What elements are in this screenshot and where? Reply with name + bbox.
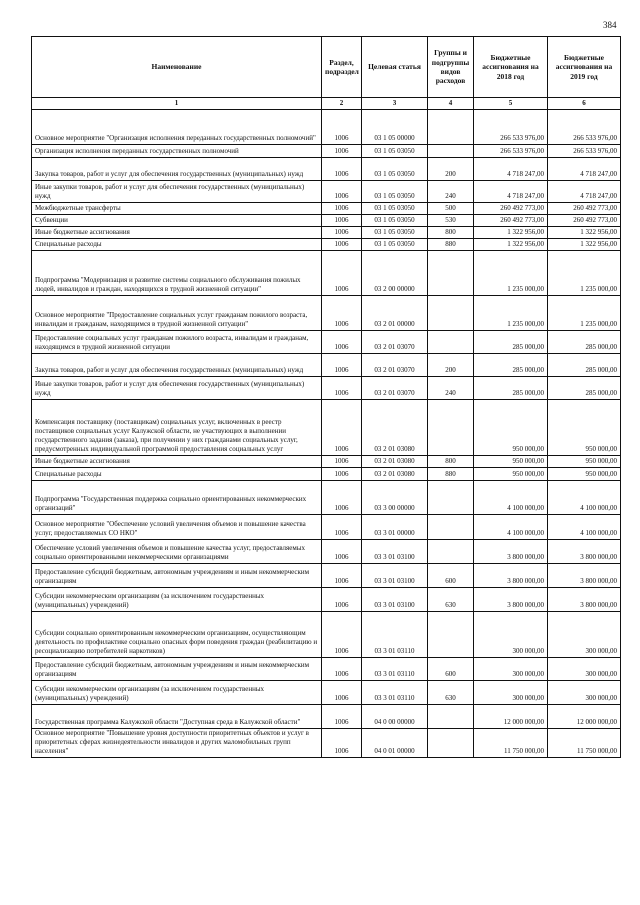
row-name: Основное мероприятие "Повышение уровня доступности приоритетных объектов и услуг в приоритетных сферах жизнедеятельности инвалидов и других маломобильных групп населения" [32, 729, 322, 758]
row-name: Специальные расходы [32, 239, 322, 251]
row-name: Иные закупки товаров, работ и услуг для обеспечения государственных (муниципальных) нужд [32, 377, 322, 400]
header-section: Раздел, подраздел [322, 37, 362, 98]
row-amount-2019: 1 322 956,00 [548, 227, 621, 239]
table-row [32, 251, 621, 296]
header-2018: Бюджетные ассигнования на 2018 год [474, 37, 548, 98]
row-amount-2019: 260 492 773,00 [548, 215, 621, 227]
row-section: 1006 [322, 158, 362, 181]
header-2019: Бюджетные ассигнования на 2019 год [548, 37, 621, 98]
row-amount-2019: 266 533 976,00 [548, 110, 621, 145]
row-amount-2019: 1 235 000,00 [548, 296, 621, 331]
row-group [428, 145, 474, 158]
row-target: 03 3 01 03100 [362, 564, 428, 588]
table-row [32, 468, 621, 481]
row-target: 03 1 05 03050 [362, 239, 428, 251]
row-name: Основное мероприятие "Организация исполнения переданных государственных полномочий" [32, 110, 322, 145]
row-name: Компенсация поставщику (поставщикам) социальных услуг, включенных в реестр поставщиков социальных услуг Калужской области, не участвующих в выполнении государственного задания (заказа), при получении у них гражданами социальных услуг, предусмотренных индивидуальной программой предоставления социальных услуг [32, 400, 322, 456]
column-number: 4 [428, 98, 474, 110]
row-name: Субсидии социально ориентированным некоммерческим организациям, осуществляющим деятельность по профилактике социально опасных форм поведения граждан (реабилитацию и ресоциализацию потребителей наркотиков) [32, 612, 322, 658]
row-target: 03 2 01 03080 [362, 456, 428, 468]
row-amount-2018: 3 800 000,00 [474, 540, 548, 564]
row-name: Основное мероприятие "Обеспечение условий увеличения объемов и повышение качества услуг, предоставляемых СО НКО" [32, 515, 322, 540]
row-target: 03 3 01 03100 [362, 540, 428, 564]
row-section: 1006 [322, 110, 362, 145]
row-group: 240 [428, 181, 474, 203]
table-row [32, 612, 621, 658]
row-amount-2018: 4 100 000,00 [474, 481, 548, 515]
row-amount-2018: 3 800 000,00 [474, 564, 548, 588]
row-target: 03 1 05 03050 [362, 181, 428, 203]
table-row [32, 296, 621, 331]
row-amount-2019: 260 492 773,00 [548, 203, 621, 215]
row-section: 1006 [322, 564, 362, 588]
table-row [32, 203, 621, 215]
row-name: Государственная программа Калужской области "Доступная среда в Калужской области" [32, 705, 322, 729]
row-amount-2018: 1 235 000,00 [474, 251, 548, 296]
column-number: 6 [548, 98, 621, 110]
row-name: Закупка товаров, работ и услуг для обеспечения государственных (муниципальных) нужд [32, 158, 322, 181]
row-target: 03 1 05 03050 [362, 145, 428, 158]
table-row [32, 729, 621, 758]
row-group: 200 [428, 354, 474, 377]
table-row [32, 564, 621, 588]
row-section: 1006 [322, 400, 362, 456]
row-target: 03 2 01 00000 [362, 296, 428, 331]
row-amount-2018: 950 000,00 [474, 456, 548, 468]
row-amount-2018: 4 718 247,00 [474, 181, 548, 203]
column-number: 2 [322, 98, 362, 110]
header-group: Группы и подгруппы видов расходов [428, 37, 474, 98]
row-target: 03 2 01 03070 [362, 377, 428, 400]
row-group [428, 331, 474, 354]
table-row [32, 239, 621, 251]
row-group: 500 [428, 203, 474, 215]
budget-table [31, 36, 621, 758]
row-group [428, 515, 474, 540]
row-group [428, 296, 474, 331]
row-group: 530 [428, 215, 474, 227]
row-section: 1006 [322, 354, 362, 377]
column-number: 3 [362, 98, 428, 110]
row-amount-2019: 4 100 000,00 [548, 515, 621, 540]
row-group [428, 400, 474, 456]
row-amount-2019: 266 533 976,00 [548, 145, 621, 158]
row-section: 1006 [322, 203, 362, 215]
row-section: 1006 [322, 251, 362, 296]
row-group [428, 612, 474, 658]
header-name: Наименование [32, 37, 322, 98]
row-section: 1006 [322, 705, 362, 729]
row-name: Организация исполнения переданных государственных полномочий [32, 145, 322, 158]
row-amount-2019: 285 000,00 [548, 331, 621, 354]
row-target: 03 3 01 00000 [362, 515, 428, 540]
row-name: Предоставление субсидий бюджетным, автономным учреждениям и иным некоммерческим организациям [32, 564, 322, 588]
row-group: 800 [428, 227, 474, 239]
row-amount-2019: 3 800 000,00 [548, 588, 621, 612]
row-amount-2018: 950 000,00 [474, 400, 548, 456]
row-target: 03 2 01 03070 [362, 331, 428, 354]
row-name: Иные бюджетные ассигнования [32, 456, 322, 468]
row-target: 03 2 01 03070 [362, 354, 428, 377]
row-amount-2018: 300 000,00 [474, 681, 548, 705]
row-amount-2018: 11 750 000,00 [474, 729, 548, 758]
row-target: 03 3 00 00000 [362, 481, 428, 515]
row-target: 03 2 00 00000 [362, 251, 428, 296]
row-group: 630 [428, 588, 474, 612]
row-amount-2018: 260 492 773,00 [474, 203, 548, 215]
row-name: Иные закупки товаров, работ и услуг для обеспечения государственных (муниципальных) нужд [32, 181, 322, 203]
row-name: Предоставление субсидий бюджетным, автономным учреждениям и иным некоммерческим организациям [32, 658, 322, 681]
row-amount-2018: 12 000 000,00 [474, 705, 548, 729]
table-row [32, 331, 621, 354]
row-amount-2019: 950 000,00 [548, 400, 621, 456]
row-section: 1006 [322, 540, 362, 564]
row-amount-2019: 285 000,00 [548, 354, 621, 377]
table-row [32, 658, 621, 681]
table-row [32, 705, 621, 729]
row-name: Специальные расходы [32, 468, 322, 481]
row-group [428, 481, 474, 515]
row-amount-2019: 11 750 000,00 [548, 729, 621, 758]
table-row [32, 400, 621, 456]
row-group [428, 540, 474, 564]
row-amount-2019: 300 000,00 [548, 658, 621, 681]
header-row [32, 37, 621, 98]
row-group [428, 705, 474, 729]
row-target: 03 2 01 03080 [362, 400, 428, 456]
table-row [32, 515, 621, 540]
row-name: Предоставление социальных услуг гражданам пожилого возраста, инвалидам и гражданам, находящимся в трудной жизненной ситуации [32, 331, 322, 354]
row-amount-2018: 300 000,00 [474, 658, 548, 681]
row-name: Субсидии некоммерческим организациям (за исключением государственных (муниципальных) учреждений) [32, 681, 322, 705]
row-section: 1006 [322, 296, 362, 331]
row-section: 1006 [322, 681, 362, 705]
row-section: 1006 [322, 331, 362, 354]
table-row [32, 481, 621, 515]
row-target: 03 3 01 03100 [362, 588, 428, 612]
row-amount-2018: 1 235 000,00 [474, 296, 548, 331]
row-amount-2019: 4 100 000,00 [548, 481, 621, 515]
header-target: Целевая статья [362, 37, 428, 98]
row-amount-2018: 285 000,00 [474, 354, 548, 377]
row-amount-2018: 1 322 956,00 [474, 227, 548, 239]
column-number-row [32, 98, 621, 110]
row-group: 200 [428, 158, 474, 181]
row-name: Закупка товаров, работ и услуг для обеспечения государственных (муниципальных) нужд [32, 354, 322, 377]
row-amount-2019: 1 322 956,00 [548, 239, 621, 251]
row-section: 1006 [322, 515, 362, 540]
table-row [32, 588, 621, 612]
row-section: 1006 [322, 468, 362, 481]
row-amount-2018: 300 000,00 [474, 612, 548, 658]
row-group: 600 [428, 564, 474, 588]
row-target: 04 0 01 00000 [362, 729, 428, 758]
table-row [32, 145, 621, 158]
row-target: 03 2 01 03080 [362, 468, 428, 481]
row-group: 880 [428, 468, 474, 481]
row-amount-2019: 1 235 000,00 [548, 251, 621, 296]
row-target: 03 1 05 03050 [362, 203, 428, 215]
table-row [32, 215, 621, 227]
row-name: Основное мероприятие "Предоставление социальных услуг гражданам пожилого возраста, инвалидам и гражданам, находящимся в трудной жизненной ситуации" [32, 296, 322, 331]
row-name: Иные бюджетные ассигнования [32, 227, 322, 239]
row-section: 1006 [322, 181, 362, 203]
row-target: 03 1 05 03050 [362, 215, 428, 227]
table-row [32, 681, 621, 705]
table-row [32, 377, 621, 400]
row-group: 880 [428, 239, 474, 251]
row-amount-2019: 950 000,00 [548, 468, 621, 481]
row-group: 800 [428, 456, 474, 468]
row-section: 1006 [322, 145, 362, 158]
table-row [32, 540, 621, 564]
row-amount-2019: 950 000,00 [548, 456, 621, 468]
row-amount-2019: 4 718 247,00 [548, 158, 621, 181]
column-number: 1 [32, 98, 322, 110]
row-target: 03 1 05 03050 [362, 227, 428, 239]
row-name: Субвенции [32, 215, 322, 227]
column-number: 5 [474, 98, 548, 110]
row-section: 1006 [322, 481, 362, 515]
row-section: 1006 [322, 612, 362, 658]
row-section: 1006 [322, 239, 362, 251]
row-group [428, 110, 474, 145]
row-amount-2018: 3 800 000,00 [474, 588, 548, 612]
row-group: 240 [428, 377, 474, 400]
row-group: 600 [428, 658, 474, 681]
table-row [32, 158, 621, 181]
row-section: 1006 [322, 215, 362, 227]
row-name: Подпрограмма "Государственная поддержка социально ориентированных некоммерческих организаций" [32, 481, 322, 515]
row-amount-2019: 300 000,00 [548, 681, 621, 705]
row-amount-2018: 285 000,00 [474, 377, 548, 400]
table-row [32, 354, 621, 377]
table-row [32, 456, 621, 468]
row-name: Подпрограмма "Модернизация и развитие системы социального обслуживания пожилых людей, инвалидов и граждан, находящихся в трудной жизненной ситуации" [32, 251, 322, 296]
row-section: 1006 [322, 729, 362, 758]
row-amount-2018: 266 533 976,00 [474, 110, 548, 145]
row-target: 03 3 01 03110 [362, 612, 428, 658]
row-target: 03 3 01 03110 [362, 681, 428, 705]
row-group [428, 729, 474, 758]
row-amount-2019: 12 000 000,00 [548, 705, 621, 729]
row-section: 1006 [322, 377, 362, 400]
row-group [428, 251, 474, 296]
row-target: 03 1 05 03050 [362, 158, 428, 181]
row-amount-2018: 4 718 247,00 [474, 158, 548, 181]
page-number: 384 [603, 20, 617, 30]
row-name: Субсидии некоммерческим организациям (за исключением государственных (муниципальных) учреждений) [32, 588, 322, 612]
row-name: Обеспечение условий увеличения объемов и повышение качества услуг, предоставляемых социально ориентированными некоммерческими организациями [32, 540, 322, 564]
row-amount-2019: 3 800 000,00 [548, 540, 621, 564]
row-section: 1006 [322, 588, 362, 612]
row-amount-2018: 266 533 976,00 [474, 145, 548, 158]
row-target: 04 0 00 00000 [362, 705, 428, 729]
row-amount-2019: 4 718 247,00 [548, 181, 621, 203]
row-amount-2018: 4 100 000,00 [474, 515, 548, 540]
row-amount-2019: 3 800 000,00 [548, 564, 621, 588]
table-row [32, 227, 621, 239]
table-row [32, 181, 621, 203]
row-target: 03 3 01 03110 [362, 658, 428, 681]
row-amount-2018: 285 000,00 [474, 331, 548, 354]
row-amount-2018: 1 322 956,00 [474, 239, 548, 251]
row-name: Межбюджетные трансферты [32, 203, 322, 215]
row-group: 630 [428, 681, 474, 705]
row-amount-2019: 300 000,00 [548, 612, 621, 658]
row-section: 1006 [322, 227, 362, 239]
row-section: 1006 [322, 658, 362, 681]
row-amount-2018: 950 000,00 [474, 468, 548, 481]
table-row [32, 110, 621, 145]
row-amount-2019: 285 000,00 [548, 377, 621, 400]
row-section: 1006 [322, 456, 362, 468]
row-target: 03 1 05 00000 [362, 110, 428, 145]
row-amount-2018: 260 492 773,00 [474, 215, 548, 227]
